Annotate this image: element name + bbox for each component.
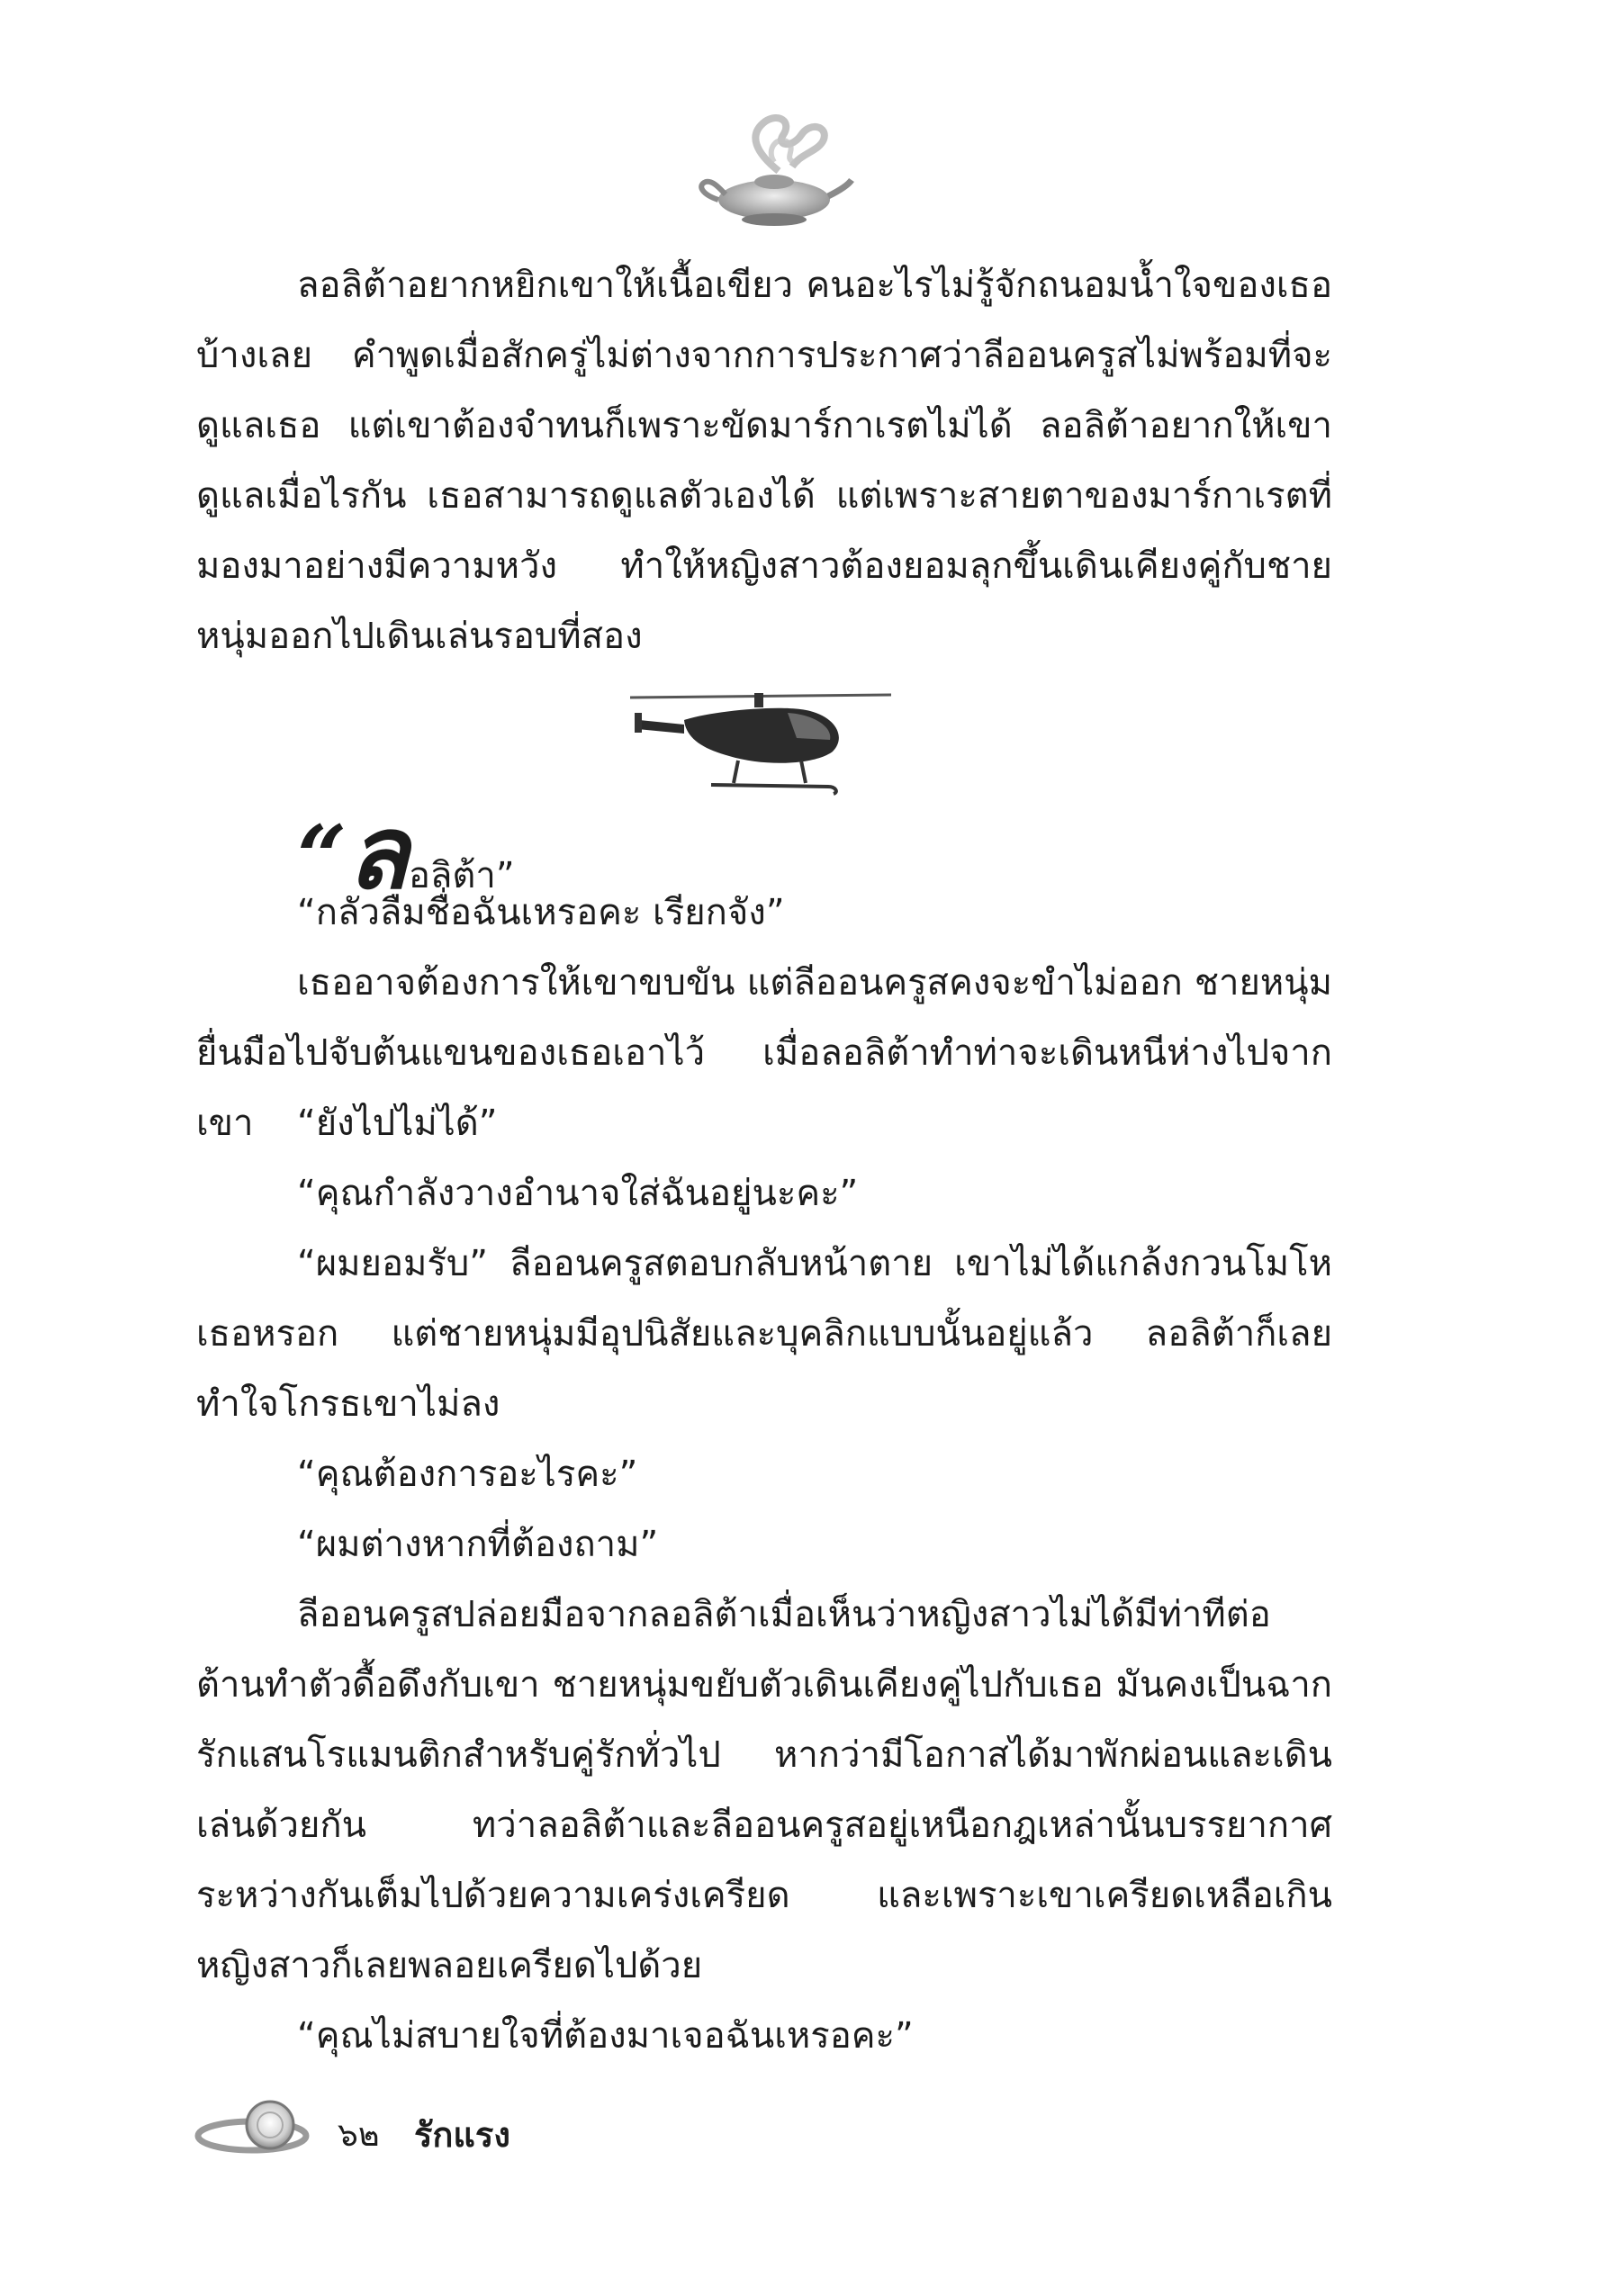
dialogue-line-5: “คุณกำลังวางอำนาจใส่ฉันอยู่นะคะ” [297,1173,859,1214]
diamond-ring-icon [194,2093,320,2165]
paragraph-3: เธออาจต้องการให้เขาขบขัน แต่ลีออนครูสคงจะขำไม่ออก ชายหนุ่มยื่นมือไปจับต้นแขนของเธอเอาไว้ เมื่อลอลิต้าทำท่าจะเดินหนีห่างไปจากเขา [196,962,1332,1144]
dropcap-quote: “ [297,806,347,908]
page-number: ๖๒ [338,2117,380,2154]
paragraph-6: “ผมยอมรับ” ลีออนครูสตอบกลับหน้าตาย เขาไม่ได้แกล้งกวนโมโหเธอหรอก แต่ชายหนุ่มมีอุปนิสัยและบุคลิกแบบนั้นอยู่แล้ว ลอลิต้าก็เลยทำใจโกรธเขาไม่ลง [196,1243,1332,1425]
dialogue-line-7: “คุณต้องการอะไรคะ” [297,1454,638,1495]
dropcap-rest: อลิต้า” [408,855,515,896]
paragraph-1: ลอลิต้าอยากหยิกเขาให้เนื้อเขียว คนอะไรไม่รู้จักถนอมน้ำใจของเธอบ้างเลย คำพูดเมื่อสักครู่ไม่ต่างจากการประกาศว่าลีออนครูสไม่พร้อมที่จะดูแลเธอ แต่เขาต้องจำทนก็เพราะขัดมาร์กาเรตไม่ได้ ลอลิต้าอยากให้เขาดูแลเมื่อไรกัน เธอสามารถดูแลตัวเองได้ แต่เพราะสายตาของมาร์กาเรตที่มองมาอย่างมีความหวัง ทำให้หญิงสาวต้องยอมลุกขึ้นเดินเคียงคู่กับชายหนุ่มออกไปเดินเล่นรอบที่สอง [196,265,1332,657]
dialogue-line-10: “คุณไม่สบายใจที่ต้องมาเจอฉันเหรอคะ” [297,2015,914,2057]
dialogue-line-8: “ผมต่างหากที่ต้องถาม” [297,1524,659,1565]
helicopter-icon [630,684,900,806]
running-title: รักแรง [414,2115,510,2155]
paragraph-9: ลีออนครูสปล่อยมือจากลอลิต้าเมื่อเห็นว่าหญิงสาวไม่ได้มีท่าทีต่อต้านทำตัวดื้อดึงกับเขา ชายหนุ่มขยับตัวเดินเคียงคู่ไปกับเธอ มันคงเป็นฉากรักแสนโรแมนติกสำหรับคู่รักทั่วไป หากว่ามีโอกาสได้มาพักผ่อนและเดินเล่นด้วยกัน ทว่าลอลิต้าและลีออนครูสอยู่เหนือกฎเหล่านั้นบรรยากาศระหว่างกันเต็มไปด้วยความเคร่งเครียด และเพราะเขาเครียดเหลือเกิน หญิงสาวก็เลยพลอยเครียดไปด้วย [196,1594,1332,1986]
chapter-dropcap-line [297,772,515,912]
dialogue-line-4: “ยังไปไม่ได้” [297,1103,498,1144]
dialogue-line-2: “กลัวลืมชื่อฉันเหรอคะ เรียกจัง” [297,892,785,933]
genie-lamp-icon [693,99,855,234]
dropcap-letter: ล [347,795,409,912]
